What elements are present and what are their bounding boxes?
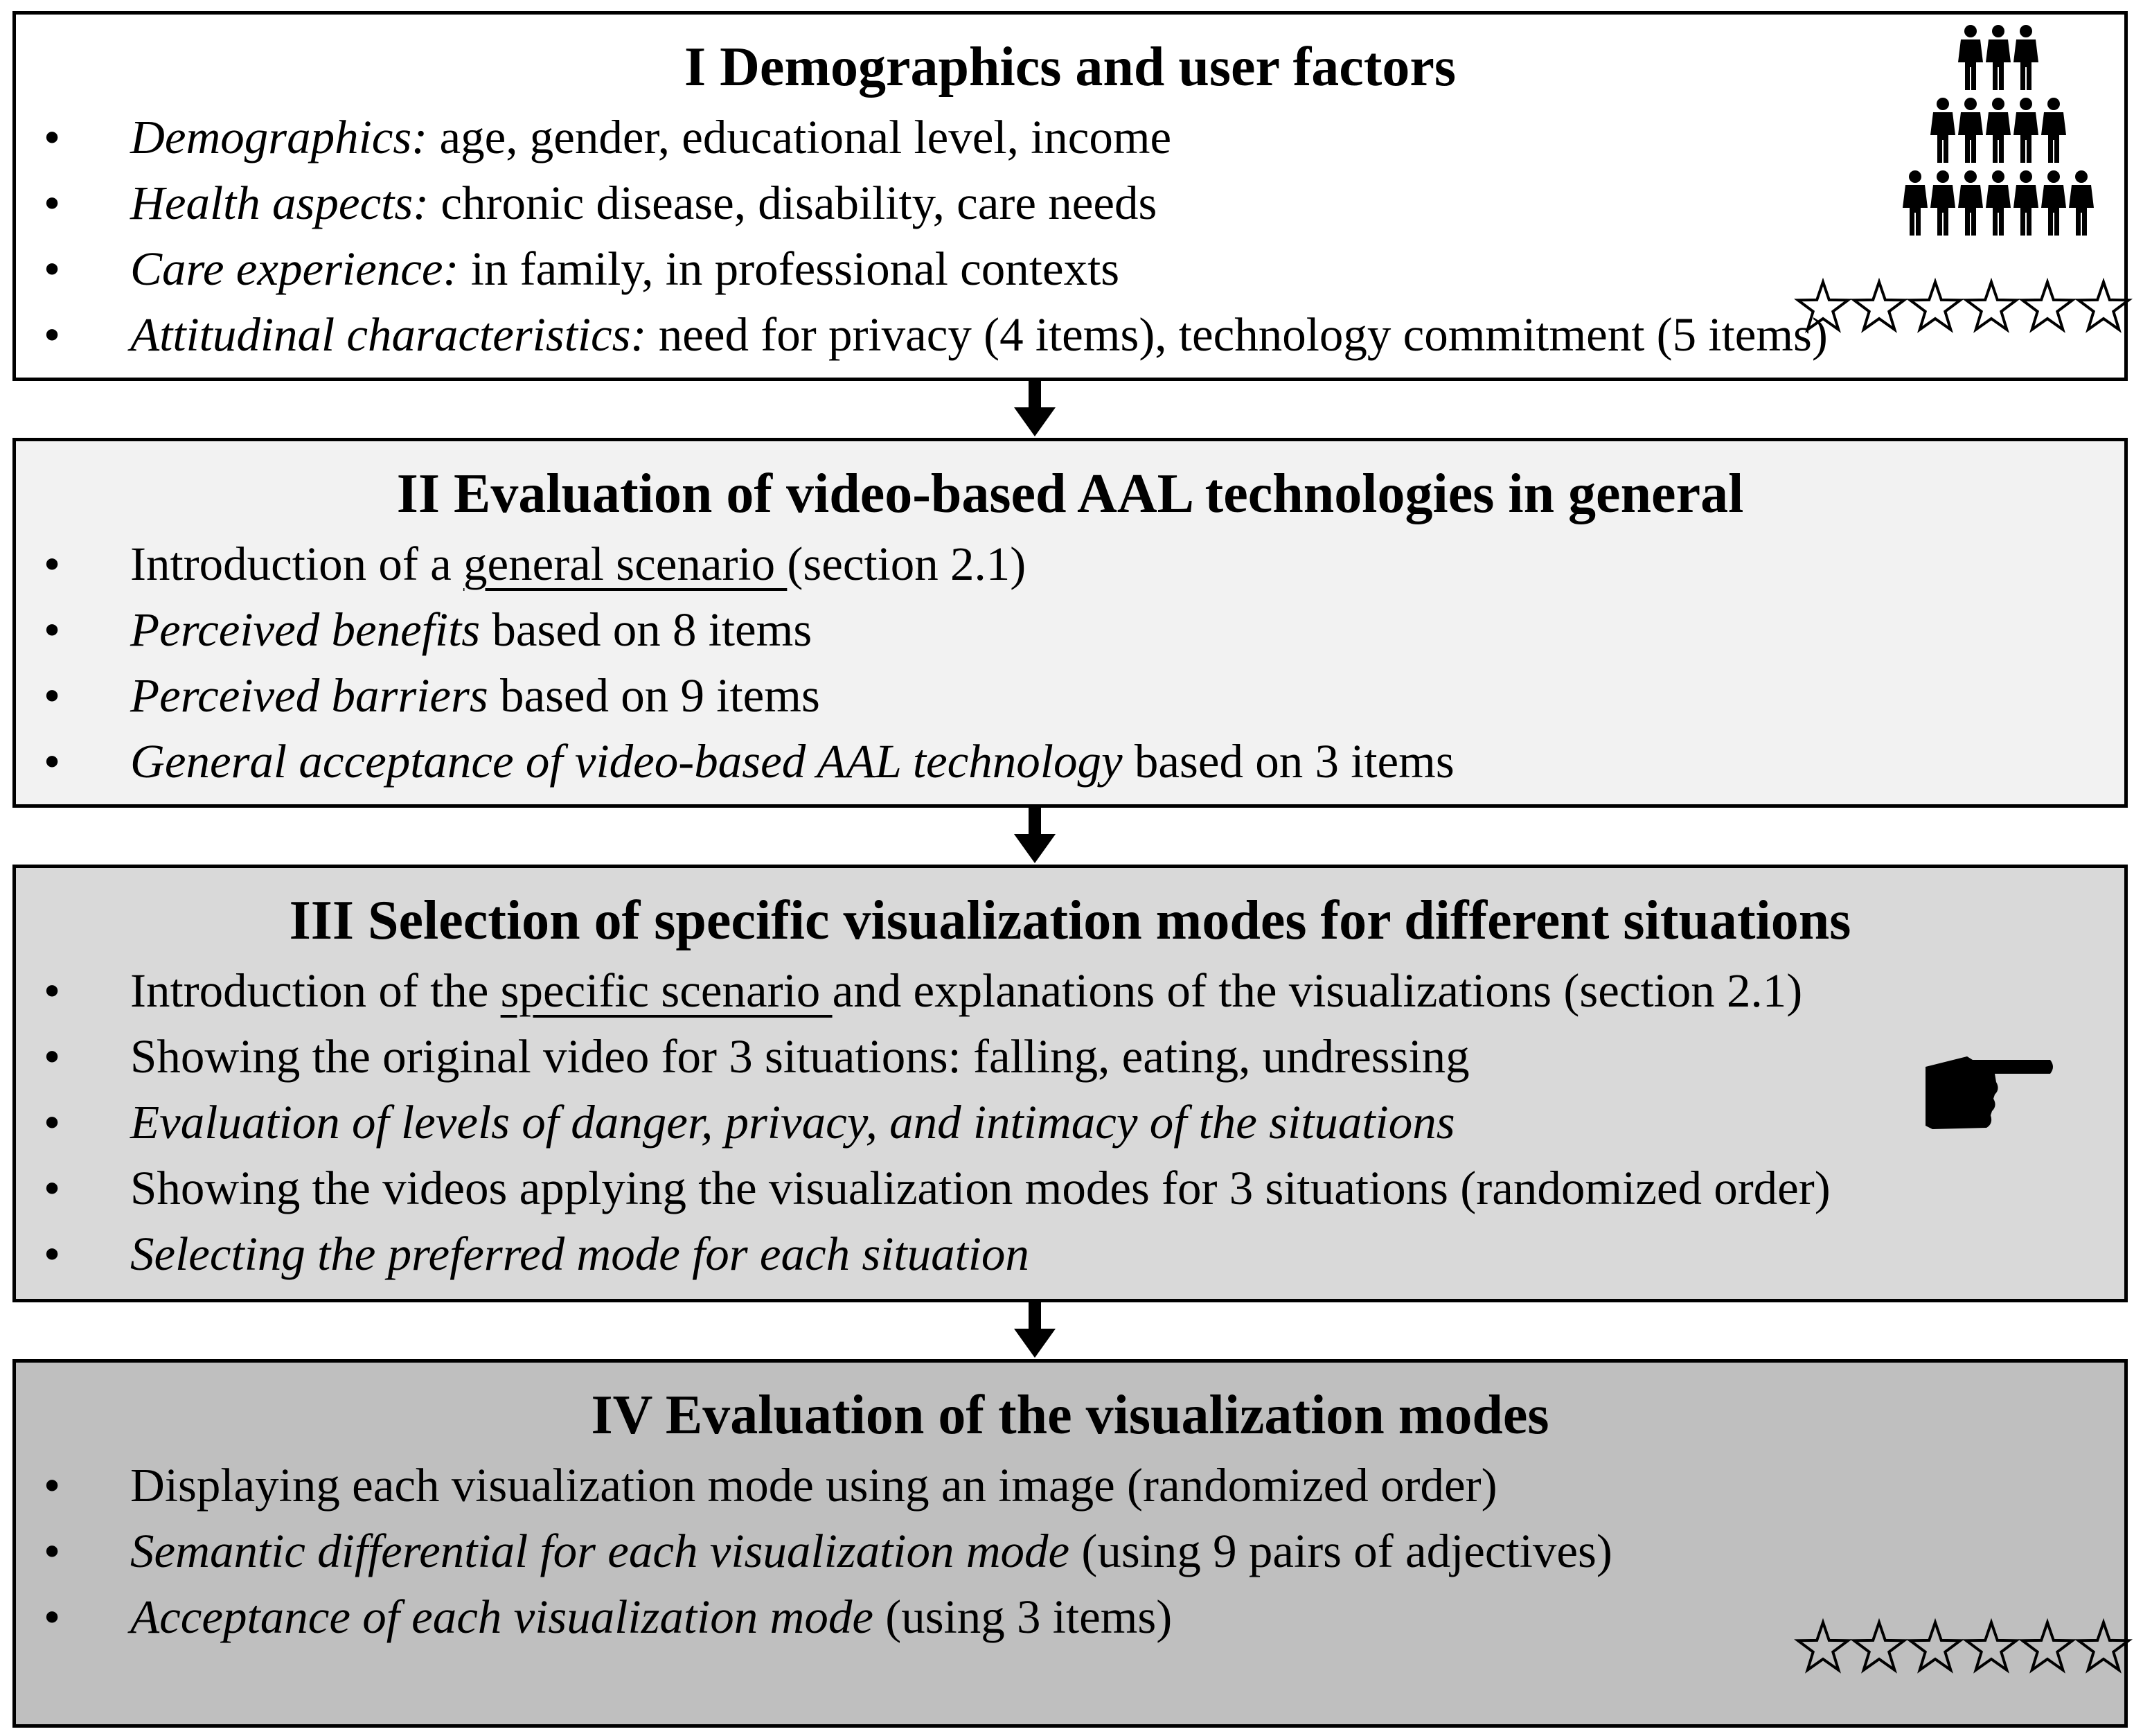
star-outline	[2079, 1622, 2128, 1670]
bullet: •	[44, 1591, 61, 1643]
item-label: Selecting the preferred mode for each situation	[130, 1228, 1029, 1280]
item-text: Displaying each visualization mode using an image (randomized order)	[130, 1459, 1497, 1512]
item-label: Care experience:	[130, 242, 459, 295]
list-item	[16, 1024, 2124, 1090]
item-underlined: general scenario	[463, 538, 788, 590]
list-item	[16, 170, 2124, 236]
person-figure	[2013, 25, 2038, 90]
bullet: •	[44, 111, 61, 163]
person-figure	[2013, 98, 2038, 163]
star-outline	[1854, 1622, 1904, 1670]
item-text: Introduction of a	[130, 538, 463, 590]
bullet: •	[44, 308, 61, 361]
section-general-evaluation	[12, 438, 2128, 808]
person-figure	[1986, 25, 2011, 90]
pointing-hand-icon	[1919, 1039, 2057, 1136]
person-figure	[1958, 25, 1983, 90]
bullet: •	[44, 1162, 61, 1214]
item-label: Evaluation of levels of danger, privacy, and intimacy of the situations	[130, 1096, 1455, 1149]
item-text: need for privacy (4 items), technology commitment (5 items)	[646, 308, 1828, 361]
bullet: •	[44, 603, 61, 656]
item-text: and explanations of the visualizations (section 2.1)	[832, 964, 1803, 1017]
list-item	[16, 1453, 2124, 1518]
item-label: General acceptance of video-based AAL technology	[130, 735, 1123, 788]
star-rating-icon	[1794, 274, 2133, 339]
bullet: •	[44, 1228, 61, 1280]
person-figure	[1958, 170, 1983, 236]
arrow-down-icon	[1010, 381, 1060, 438]
person-figure	[1958, 98, 1983, 163]
star-outline	[2022, 282, 2072, 330]
list-item	[16, 729, 2124, 795]
item-text: Showing the videos applying the visualization modes for 3 situations (randomized order)	[130, 1162, 1831, 1214]
item-label: Acceptance of each visualization mode	[130, 1591, 874, 1643]
person-figure	[2041, 170, 2066, 236]
person-figure	[1930, 170, 1955, 236]
list-item	[16, 1155, 2124, 1221]
list-item	[16, 1518, 2124, 1584]
star-outline	[1798, 1622, 1848, 1670]
star-rating-icon	[1794, 1614, 2133, 1680]
item-label: Perceived benefits	[130, 603, 481, 656]
item-text: (using 9 pairs of adjectives)	[1069, 1525, 1612, 1577]
item-label: Perceived barriers	[130, 669, 488, 722]
item-text: age, gender, educational level, income	[427, 111, 1172, 163]
list-item	[16, 105, 2124, 170]
bullet: •	[44, 1459, 61, 1512]
item-text: based on 9 items	[488, 669, 820, 722]
item-label: Attitudinal characteristics:	[130, 308, 647, 361]
person-figure	[2041, 98, 2066, 163]
bullet: •	[44, 538, 61, 590]
item-text: chronic disease, disability, care needs	[429, 177, 1157, 229]
item-text: based on 8 items	[480, 603, 812, 656]
item-label: Demographics:	[130, 111, 428, 163]
star-outline	[2022, 1622, 2072, 1670]
list-item	[16, 1221, 2124, 1287]
item-text: Introduction of the	[130, 964, 501, 1017]
list-item	[16, 958, 2124, 1024]
item-text: in family, in professional contexts	[459, 242, 1120, 295]
list-item	[16, 663, 2124, 729]
people-pyramid-icon	[1898, 21, 2099, 242]
person-figure	[1986, 98, 2011, 163]
section-title: II Evaluation of video-based AAL technologies in general	[396, 463, 1744, 524]
bullet: •	[44, 669, 61, 722]
star-outline	[1910, 282, 1960, 330]
list-item	[16, 531, 2124, 597]
star-outline	[1966, 1622, 2016, 1670]
star-outline	[1854, 282, 1904, 330]
person-figure	[2069, 170, 2094, 236]
section-title: III Selection of specific visualization modes for different situations	[289, 890, 1851, 951]
bullet: •	[44, 242, 61, 295]
list-item	[16, 597, 2124, 663]
bullet: •	[44, 177, 61, 229]
star-outline	[1966, 282, 2016, 330]
bullet: •	[44, 1030, 61, 1083]
section-title: IV Evaluation of the visualization modes	[591, 1385, 1549, 1446]
item-underlined: specific scenario	[500, 964, 833, 1017]
bullet: •	[44, 1525, 61, 1577]
person-figure	[1903, 170, 1928, 236]
bullet: •	[44, 735, 61, 788]
item-text: (using 3 items)	[873, 1591, 1173, 1643]
bullet: •	[44, 964, 61, 1017]
person-figure	[2013, 170, 2038, 236]
bullet: •	[44, 1096, 61, 1149]
star-outline	[1798, 282, 1848, 330]
item-text: Showing the original video for 3 situations: falling, eating, undressing	[130, 1030, 1470, 1083]
person-figure	[1930, 98, 1955, 163]
star-outline	[1910, 1622, 1960, 1670]
item-text: (section 2.1)	[787, 538, 1026, 590]
list-item	[16, 1090, 2124, 1155]
item-text: based on 3 items	[1122, 735, 1455, 788]
arrow-down-icon	[1010, 1302, 1060, 1359]
star-outline	[2079, 282, 2128, 330]
item-label: Semantic differential for each visualization mode	[130, 1525, 1070, 1577]
arrow-down-icon	[1010, 808, 1060, 865]
person-figure	[1986, 170, 2011, 236]
item-label: Health aspects:	[130, 177, 429, 229]
section-mode-selection	[12, 865, 2128, 1302]
section-title: I Demographics and user factors	[684, 37, 1457, 98]
